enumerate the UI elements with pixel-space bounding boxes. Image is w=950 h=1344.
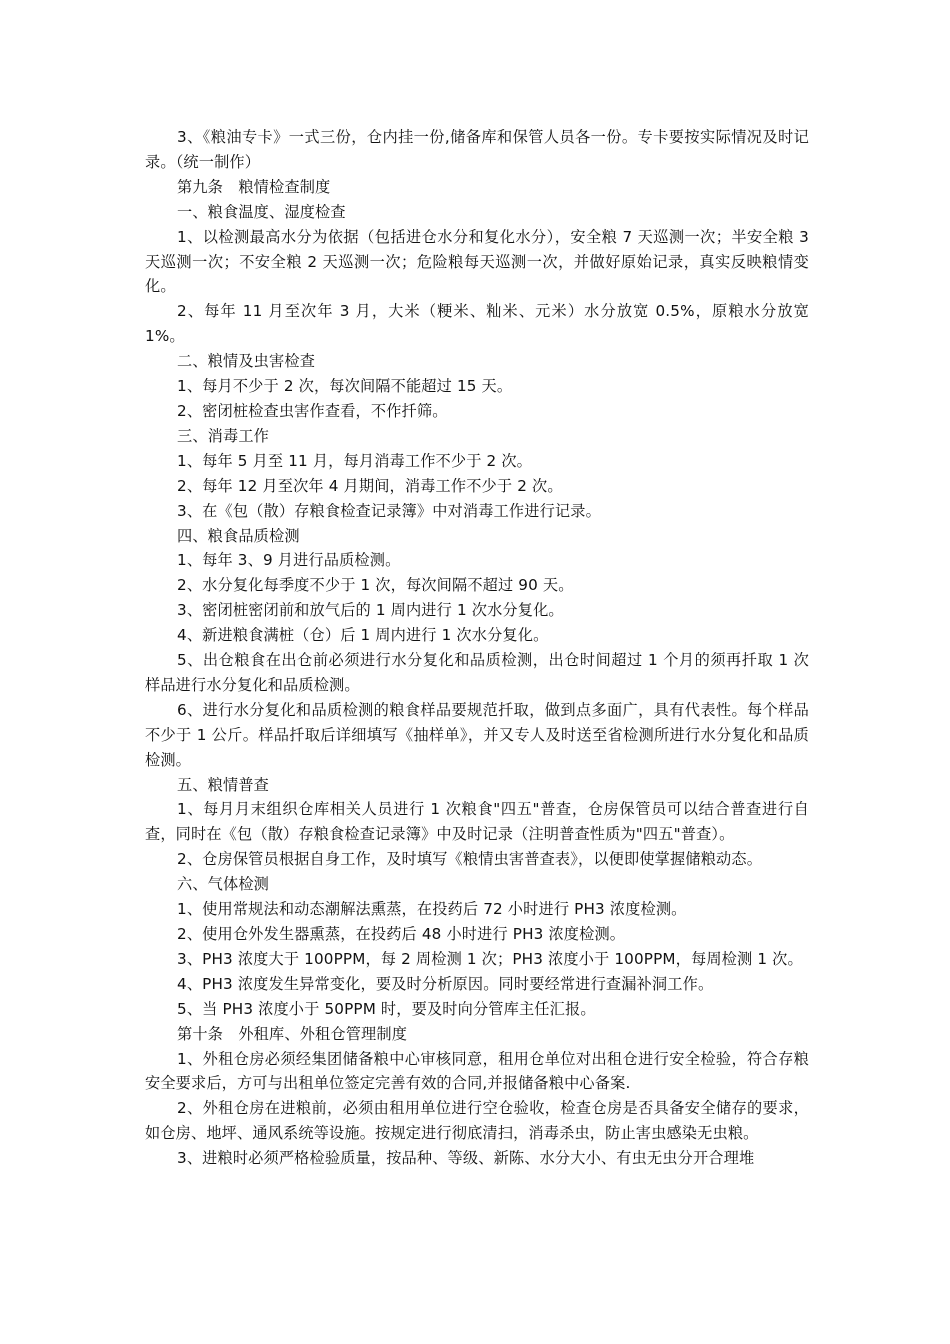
paragraph: 3、PH3 浓度大于 100PPM，每 2 周检测 1 次；PH3 浓度小于 100PPM，每周检测 1 次。 [177, 949, 803, 968]
paragraph: 3、密闭桩密闭前和放气后的 1 周内进行 1 次水分复化。 [177, 601, 564, 620]
paragraph: 2、密闭桩检查虫害作查看，不作扦筛。 [177, 401, 448, 420]
document-body [145, 125, 809, 1171]
subsection-heading: 二、粮情及虫害检查 [177, 352, 316, 371]
paragraph: 2、仓房保管员根据自身工作，及时填写《粮情虫害普查表》，以便即使掌握储粮动态。 [177, 850, 763, 869]
paragraph: 1、外租仓房必须经集团储备粮中心审核同意，租用仓单位对出租仓进行安全检验，符合存粮安全要求后，方可与出租单位签定完善有效的合同,并报储备粮中心备案. [145, 1049, 809, 1093]
paragraph: 1、每年 3、9 月进行品质检测。 [177, 551, 401, 570]
paragraph: 3、进粮时必须严格检验质量，按品种、等级、新陈、水分大小、有虫无虫分开合理堆 [177, 1149, 755, 1168]
paragraph: 5、当 PH3 浓度小于 50PPM 时，要及时向分管库主任汇报。 [177, 999, 596, 1018]
paragraph: 2、水分复化每季度不少于 1 次，每次间隔不超过 90 天。 [177, 576, 574, 595]
paragraph: 2、每年 12 月至次年 4 月期间，消毒工作不少于 2 次。 [177, 476, 563, 495]
paragraph: 2、外租仓房在进粮前，必须由租用单位进行空仓验收，检查仓房是否具备安全储存的要求，如仓房、地坪、通风系统等设施。按规定进行彻底清扫，消毒杀虫，防止害虫感染无虫粮。 [145, 1099, 809, 1143]
subsection-heading: 五、粮情普查 [177, 775, 270, 794]
paragraph: 2、每年 11 月至次年 3 月，大米（粳米、籼米、元米）水分放宽 0.5%，原粮水分放宽 1%。 [145, 302, 809, 346]
paragraph: 5、出仓粮食在出仓前必须进行水分复化和品质检测，出仓时间超过 1 个月的须再扦取 1 次样品进行水分复化和品质检测。 [145, 651, 809, 694]
section-heading: 第九条 粮情检查制度 [177, 177, 331, 196]
paragraph: 6、进行水分复化和品质检测的粮食样品要规范扦取，做到点多面广，具有代表性。每个样品不少于 1 公斤。样品扦取后详细填写《抽样单》，并又专人及时送至省检测所进行水分复化和品质检测。 [145, 700, 809, 769]
paragraph: 1、以检测最高水分为依据（包括进仓水分和复化水分），安全粮 7 天巡测一次；半安全粮 3 天巡测一次；不安全粮 2 天巡测一次；危险粮每天巡测一次，并做好原始记录，真实反映粮情变化。 [145, 227, 809, 296]
section-heading: 第十条 外租库、外租仓管理制度 [177, 1024, 408, 1043]
subsection-heading: 四、粮食品质检测 [177, 526, 300, 545]
paragraph: 1、每年 5 月至 11 月，每月消毒工作不少于 2 次。 [177, 451, 533, 470]
paragraph: 1、使用常规法和动态潮解法熏蒸，在投药后 72 小时进行 PH3 浓度检测。 [177, 900, 687, 919]
paragraph: 1、每月不少于 2 次，每次间隔不能超过 15 天。 [177, 377, 513, 396]
paragraph: 1、每月月末组织仓库相关人员进行 1 次粮食"四五"普查，仓房保管员可以结合普查进行自查，同时在《包（散）存粮食检查记录簿》中及时记录（注明普查性质为"四五"普查）。 [145, 800, 809, 844]
paragraph: 3、《粮油专卡》一式三份，仓内挂一份,储备库和保管人员各一份。专卡要按实际情况及时记录。（统一制作） [145, 128, 809, 171]
subsection-heading: 六、气体检测 [177, 875, 270, 894]
paragraph: 4、新进粮食满桩（仓）后 1 周内进行 1 次水分复化。 [177, 626, 549, 645]
paragraph: 2、使用仓外发生器熏蒸，在投药后 48 小时进行 PH3 浓度检测。 [177, 925, 626, 943]
paragraph: 3、在《包（散）存粮食检查记录簿》中对消毒工作进行记录。 [177, 501, 601, 520]
paragraph: 4、PH3 浓度发生异常变化，要及时分析原因。同时要经常进行查漏补洞工作。 [177, 974, 714, 993]
subsection-heading: 三、消毒工作 [177, 426, 270, 445]
subsection-heading: 一、粮食温度、湿度检查 [177, 202, 346, 221]
